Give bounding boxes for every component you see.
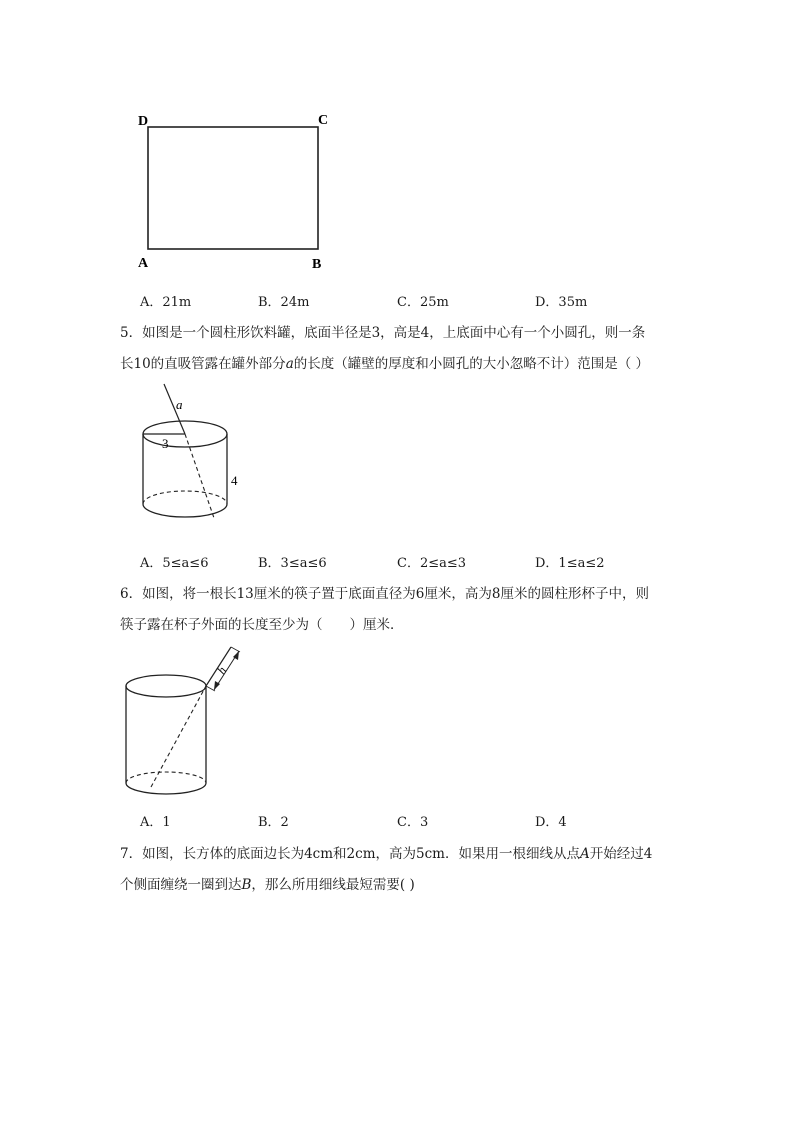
q6-text-line2: 筷子露在杯子外面的长度至少为（ ）厘米． xyxy=(120,617,404,633)
q4-option-a[interactable]: A．21m xyxy=(140,295,192,310)
q6-option-a[interactable]: A．1 xyxy=(140,815,171,830)
q4-option-b[interactable]: B．24m xyxy=(258,295,310,310)
vertex-label-b: B xyxy=(312,257,322,272)
q5-option-d[interactable]: D．1≤a≤2 xyxy=(535,556,605,571)
q4-option-c[interactable]: C．25m xyxy=(397,295,449,310)
q5-text-line1: 5．如图是一个圆柱形饮料罐，底面半径是3，高是4，上底面中心有一个小圆孔，则一条 xyxy=(120,325,646,341)
q7-text-line2: 个侧面缠绕一圈到达B，那么所用细线最短需要( ) xyxy=(120,877,415,893)
overhang-label-h: h xyxy=(214,663,230,677)
height-label: 4 xyxy=(231,473,238,488)
q6-option-d[interactable]: D．4 xyxy=(535,815,567,830)
q5-option-c[interactable]: C．2≤a≤3 xyxy=(397,556,467,571)
straw-label-a: a xyxy=(176,397,183,412)
q5-text-line2: 长10的直吸管露在罐外部分a的长度（罐壁的厚度和小圆孔的大小忽略不计）范围是（ ） xyxy=(120,356,650,372)
vertex-label-d: D xyxy=(138,114,149,129)
vertex-label-c: C xyxy=(318,113,329,128)
q6-option-c[interactable]: C．3 xyxy=(397,815,429,830)
q7-text-line1: 7．如图，长方体的底面边长为4cm和2cm，高为5cm．如果用一根细线从点A开始经过4 xyxy=(120,846,653,862)
q6-text-line1: 6．如图，将一根长13厘米的筷子置于底面直径为6厘米，高为8厘米的圆柱形杯子中，则 xyxy=(120,586,649,602)
can-figure xyxy=(130,380,260,530)
cup-figure xyxy=(118,640,258,800)
rectangle-figure xyxy=(130,105,340,275)
q6-option-b[interactable]: B．2 xyxy=(258,815,289,830)
q5-option-a[interactable]: A．5≤a≤6 xyxy=(140,556,209,571)
q5-option-b[interactable]: B．3≤a≤6 xyxy=(258,556,327,571)
vertex-label-a: A xyxy=(138,256,149,271)
radius-label: 3 xyxy=(162,436,169,451)
q4-option-d[interactable]: D．35m xyxy=(535,295,588,310)
